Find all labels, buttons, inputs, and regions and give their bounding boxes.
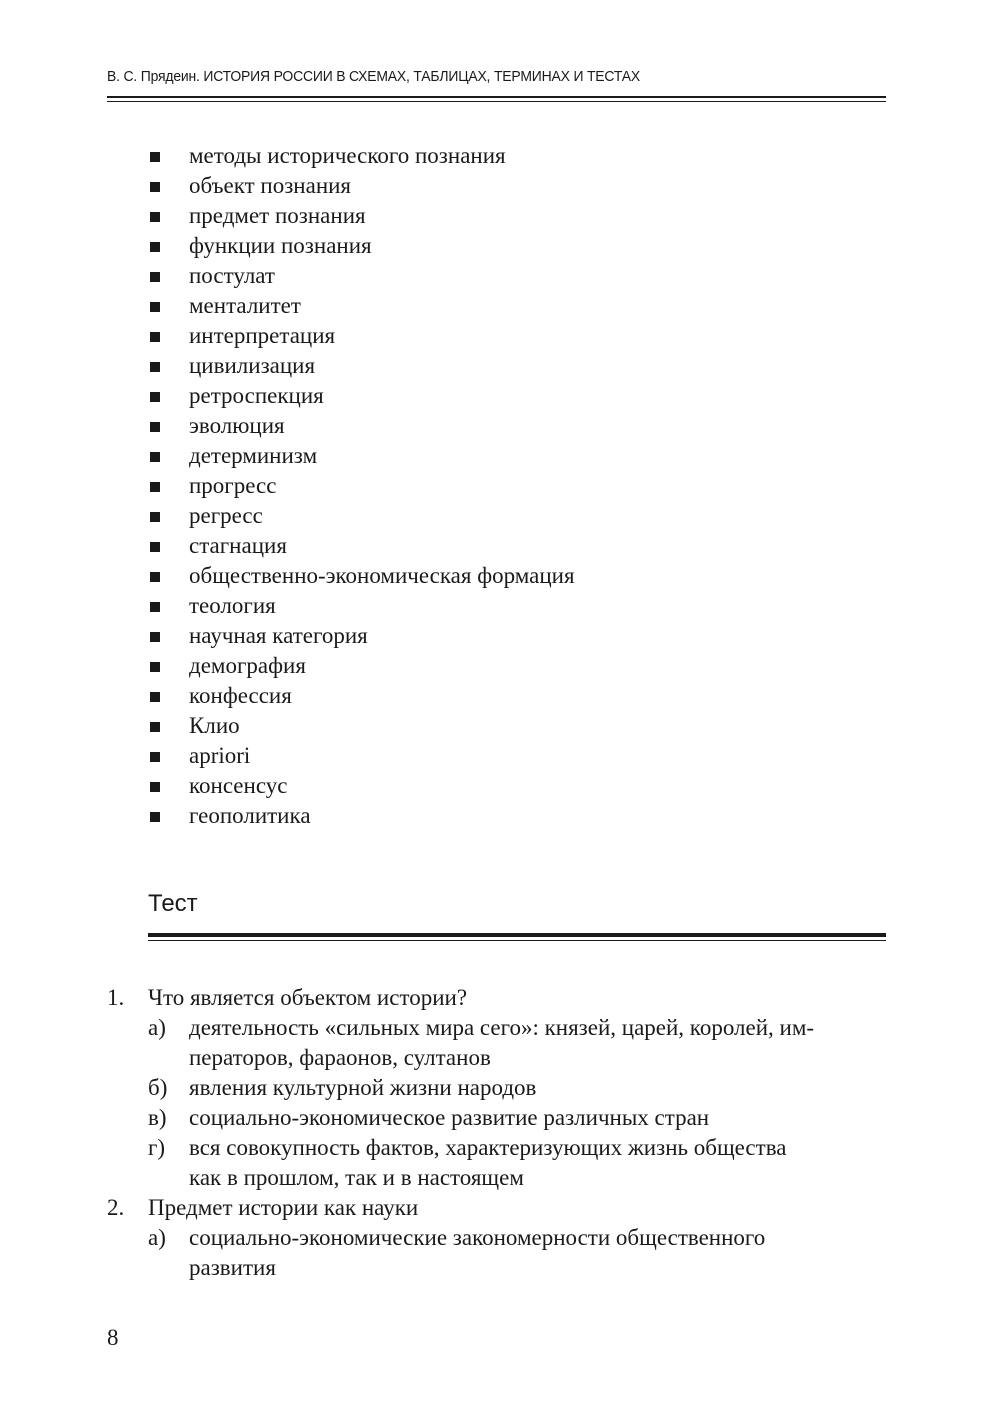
term-text: цивилизация	[189, 353, 316, 378]
term-text: apriori	[189, 743, 251, 768]
list-item	[148, 801, 575, 831]
square-bullet-icon	[150, 752, 160, 762]
square-bullet-icon	[150, 692, 160, 702]
term-text: конфессия	[189, 683, 292, 708]
square-bullet-icon	[150, 182, 160, 192]
term-text: предмет познания	[189, 203, 366, 228]
term-text: объект познания	[189, 173, 352, 198]
option-text-line: как в прошлом, так и в настоящем	[189, 1165, 524, 1190]
square-bullet-icon	[150, 422, 160, 432]
term-text: теология	[189, 593, 276, 618]
question-text: Что является объектом истории?	[148, 985, 468, 1010]
term-text: общественно-экономическая формация	[189, 563, 575, 588]
term-text: постулат	[189, 263, 275, 288]
square-bullet-icon	[150, 602, 160, 612]
term-text: научная категория	[189, 623, 368, 648]
answer-option	[107, 1223, 886, 1283]
list-item	[148, 171, 575, 201]
list-item	[148, 501, 575, 531]
square-bullet-icon	[150, 302, 160, 312]
term-text: стагнация	[189, 533, 287, 558]
list-item	[148, 711, 575, 741]
square-bullet-icon	[150, 512, 160, 522]
running-header: В. С. Прядеин. ИСТОРИЯ РОССИИ В СХЕМАХ, ТАБЛИЦАХ, ТЕРМИНАХ И ТЕСТАХ	[107, 68, 640, 85]
square-bullet-icon	[150, 782, 160, 792]
option-letter: а)	[148, 1225, 166, 1250]
square-bullet-icon	[150, 812, 160, 822]
list-item	[148, 561, 575, 591]
term-text: ретроспекция	[189, 383, 324, 408]
question-line	[107, 983, 886, 1013]
list-item	[148, 681, 575, 711]
answer-option	[107, 1013, 886, 1073]
answer-option	[107, 1073, 886, 1103]
square-bullet-icon	[150, 722, 160, 732]
term-text: эволюция	[189, 413, 285, 438]
square-bullet-icon	[150, 632, 160, 642]
list-item	[148, 411, 575, 441]
term-text: консенсус	[189, 773, 288, 798]
square-bullet-icon	[150, 332, 160, 342]
square-bullet-icon	[150, 242, 160, 252]
square-bullet-icon	[150, 212, 160, 222]
term-text: интерпретация	[189, 323, 336, 348]
square-bullet-icon	[150, 662, 160, 672]
square-bullet-icon	[150, 542, 160, 552]
list-item	[148, 741, 575, 771]
term-text: функции познания	[189, 233, 372, 258]
answer-option	[107, 1103, 886, 1133]
section-rule-thick	[148, 933, 886, 937]
question-1	[107, 983, 886, 1193]
term-text: Клио	[189, 713, 240, 738]
term-text: прогресс	[189, 473, 277, 498]
list-item	[148, 771, 575, 801]
question-number: 1.	[107, 985, 125, 1010]
question-text: Предмет истории как науки	[148, 1195, 419, 1220]
term-text: регресс	[189, 503, 263, 528]
square-bullet-icon	[150, 452, 160, 462]
option-text-line: явления культурной жизни народов	[189, 1075, 537, 1100]
section-title: Тест	[148, 890, 198, 917]
list-item	[148, 651, 575, 681]
test-questions	[107, 983, 886, 1283]
list-item	[148, 261, 575, 291]
list-item	[148, 291, 575, 321]
term-text: демография	[189, 653, 306, 678]
option-letter: а)	[148, 1015, 166, 1040]
option-letter: в)	[148, 1105, 167, 1130]
term-text: геополитика	[189, 803, 311, 828]
list-item	[148, 351, 575, 381]
option-letter: г)	[148, 1135, 166, 1160]
header-rule-thin	[107, 101, 886, 102]
question-number: 2.	[107, 1195, 125, 1220]
header-rule-thick	[107, 96, 886, 98]
list-item	[148, 231, 575, 261]
square-bullet-icon	[150, 152, 160, 162]
option-text-line: развития	[189, 1255, 276, 1280]
term-text: менталитет	[189, 293, 301, 318]
list-item	[148, 531, 575, 561]
option-text-line: вся совокупность фактов, характеризующих жизнь общества	[189, 1135, 787, 1160]
square-bullet-icon	[150, 572, 160, 582]
list-item	[148, 471, 575, 501]
question-2	[107, 1193, 886, 1283]
page-number: 8	[107, 1325, 119, 1350]
section-rule-thin	[148, 940, 886, 941]
answer-option	[107, 1133, 886, 1193]
square-bullet-icon	[150, 272, 160, 282]
option-text-line: социально-экономическое развитие различных стран	[189, 1105, 710, 1130]
square-bullet-icon	[150, 362, 160, 372]
option-text-line: ператоров, фараонов, султанов	[189, 1045, 491, 1070]
question-line	[107, 1193, 886, 1223]
list-item	[148, 201, 575, 231]
list-item	[148, 381, 575, 411]
term-text: детерминизм	[189, 443, 318, 468]
list-item	[148, 141, 575, 171]
option-text-line: деятельность «сильных мира сего»: князей, царей, королей, им-	[189, 1015, 815, 1040]
option-letter: б)	[148, 1075, 168, 1100]
option-text-line: социально-экономические закономерности общественного	[189, 1225, 766, 1250]
square-bullet-icon	[150, 392, 160, 402]
list-item	[148, 441, 575, 471]
list-item	[148, 621, 575, 651]
list-item	[148, 591, 575, 621]
terms-list	[148, 141, 575, 831]
list-item	[148, 321, 575, 351]
square-bullet-icon	[150, 482, 160, 492]
term-text: методы исторического познания	[189, 143, 506, 168]
